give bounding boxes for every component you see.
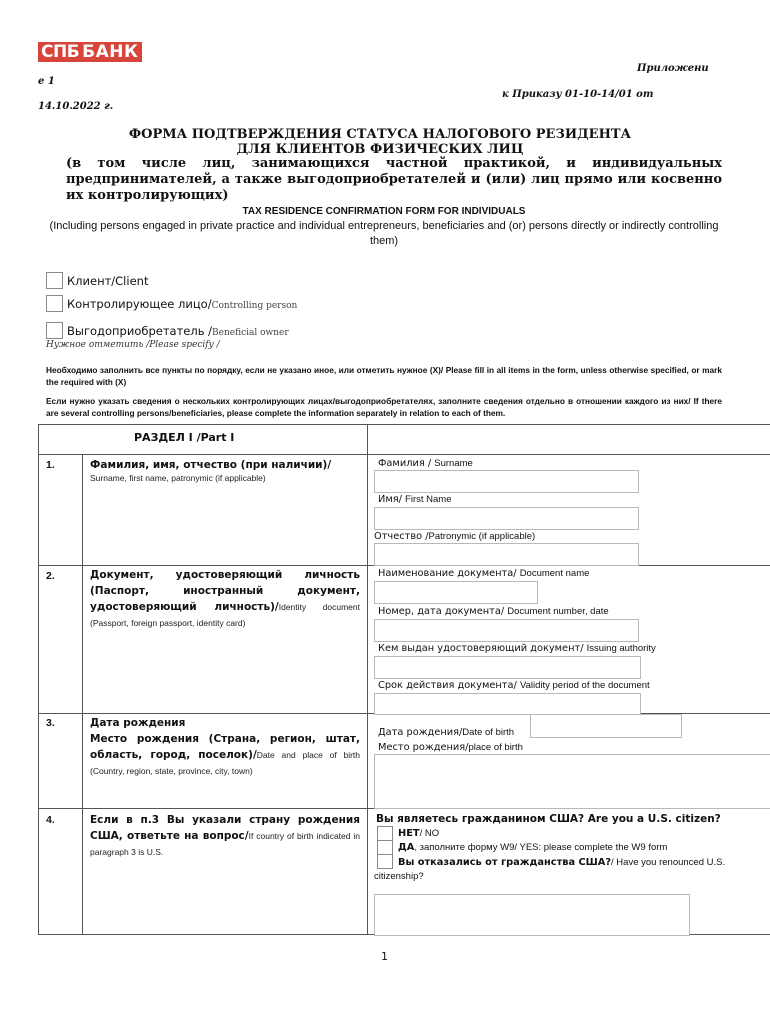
client-checkbox[interactable] — [46, 272, 63, 289]
page-number: 1 — [381, 950, 388, 963]
renounced-option-label: Вы отказались от гражданства США?/ Have you renounced U.S. citizenship? — [374, 857, 726, 882]
row-3-label-date: Дата рождения — [90, 717, 186, 729]
no-checkbox[interactable] — [377, 826, 393, 841]
form-title-line1: ФОРМА ПОДТВЕРЖДЕНИЯ СТАТУСА НАЛОГОВОГО РЕЗИДЕНТА — [128, 127, 632, 142]
section-title: РАЗДЕЛ I /Part I — [134, 431, 235, 444]
birth-place-input[interactable] — [374, 754, 770, 809]
table-col-divider — [367, 424, 368, 935]
row-1-label-en: Surname, first name, patronymic (if applicable) — [90, 473, 266, 483]
birth-place-label: Место рождения/place of birth — [378, 742, 523, 753]
row-1-label-ru: Фамилия, имя, отчество (при наличии)/ — [90, 459, 332, 471]
first-name-label: Имя/ First Name — [378, 494, 452, 505]
appendix-line1: Приложени — [637, 63, 709, 74]
beneficial-owner-checkbox[interactable] — [46, 322, 63, 339]
validity-period-label: Срок действия документа/ Validity period of the document — [378, 680, 650, 691]
logo-part-spb: СПБ — [38, 42, 82, 62]
table-row-divider — [38, 454, 770, 455]
row-1-label — [90, 457, 360, 483]
specify-note: Нужное отметить /Please specify / — [46, 340, 220, 350]
client-checkbox-label: Клиент/Client — [67, 274, 149, 288]
row-3-label-place: Место рождения (Страна, регион, штат, область, город, поселок)/ — [90, 733, 360, 761]
row-4-label — [90, 812, 360, 860]
document-number-input[interactable] — [374, 619, 639, 642]
form-title-en: TAX RESIDENCE CONFIRMATION FORM FOR INDIVIDUALS — [242, 206, 526, 217]
form-subtitle-en: (Including persons engaged in private practice and individual entrepreneurs, beneficiaries and (or) persons directly or indirectly controlling them) — [49, 220, 719, 247]
patronymic-input[interactable] — [374, 543, 639, 566]
table-col-divider — [82, 454, 83, 935]
first-name-input[interactable] — [374, 507, 639, 530]
document-name-input[interactable] — [374, 581, 538, 604]
us-citizen-question: Вы являетесь гражданином США? Are you a U.S. citizen? — [376, 813, 721, 825]
row-number: 1. — [46, 459, 55, 471]
form-title-line2: ДЛЯ КЛИЕНТОВ ФИЗИЧЕСКИХ ЛИЦ — [236, 142, 524, 157]
appendix-line3: к Приказу 01-10-14/01 от — [502, 89, 654, 100]
row-2-label-ru: Документ, удостоверяющий личность (Паспорт, иностранный документ, удостоверяющий личность)/ — [90, 569, 360, 613]
row-number: 2. — [46, 570, 55, 582]
appendix-line2: е 1 — [38, 76, 55, 87]
fill-instructions: Необходимо заполнить все пункты по порядку, если не указано иное, или отметить нужное (X)/ Please fill in all items in the form, unless otherwise specified, or mark the required with (X) — [46, 365, 722, 387]
row-3-label — [90, 715, 360, 779]
beneficial-owner-label: Выгодоприобретатель /Beneficial owner — [67, 324, 289, 338]
bank-logo — [38, 42, 142, 62]
validity-period-input[interactable] — [374, 693, 641, 715]
yes-option-label: ДА, заполните форму W9/ YES: please complete the W9 form — [398, 842, 668, 853]
surname-label: Фамилия / Surname — [378, 458, 473, 469]
issuing-authority-label: Кем выдан удостоверяющий документ/ Issuing authority — [378, 643, 656, 654]
table-border-top — [38, 424, 770, 425]
renounced-details-input[interactable] — [374, 894, 690, 936]
document-number-label: Номер, дата документа/ Document number, date — [378, 606, 609, 617]
birth-date-input[interactable] — [530, 714, 682, 738]
controlling-person-checkbox[interactable] — [46, 295, 63, 312]
issuing-authority-input[interactable] — [374, 656, 641, 679]
row-4-label-ru: Если в п.3 Вы указали страну рождения США, ответьте на вопрос/ — [90, 814, 360, 842]
row-2-label-en: Identity document (Passport, foreign passport, identity card) — [90, 602, 360, 628]
row-number: 4. — [46, 814, 55, 826]
form-subtitle-ru: (в том числе лиц, занимающихся частной практикой, и индивидуальных предпринимателей, а также выгодоприобретателей и (или) лиц прямо или косвенно их контролирующих) — [66, 156, 722, 203]
multiple-persons-instructions: Если нужно указать сведения о нескольких контролирующих лицах/выгодоприобретателях, заполните сведения отдельно в отношении каждого из них/ If there are several controlling persons/beneficiaries, please complete the information separately in relation to each of them. — [46, 396, 722, 418]
yes-checkbox[interactable] — [377, 840, 393, 855]
logo-part-bank: БАНК — [82, 42, 142, 62]
birth-date-label: Дата рождения/Date of birth — [378, 727, 515, 738]
table-border-left — [38, 424, 39, 935]
controlling-person-label: Контролирующее лицо/Controlling person — [67, 297, 298, 311]
no-option-label: НЕТ/ NO — [398, 828, 440, 839]
row-2-label — [90, 567, 360, 631]
surname-input[interactable] — [374, 470, 639, 493]
appendix-line4: 14.10.2022 г. — [38, 101, 114, 112]
patronymic-label: Отчество /Patronymic (if applicable) — [374, 531, 536, 542]
row-3-label-en: Date and place of birth (Country, region, state, province, city, town) — [90, 750, 361, 776]
row-4-label-en: If country of birth indicated in paragraph 3 is U.S. — [90, 831, 360, 857]
row-number: 3. — [46, 717, 55, 729]
document-name-label: Наименование документа/ Document name — [378, 568, 590, 579]
